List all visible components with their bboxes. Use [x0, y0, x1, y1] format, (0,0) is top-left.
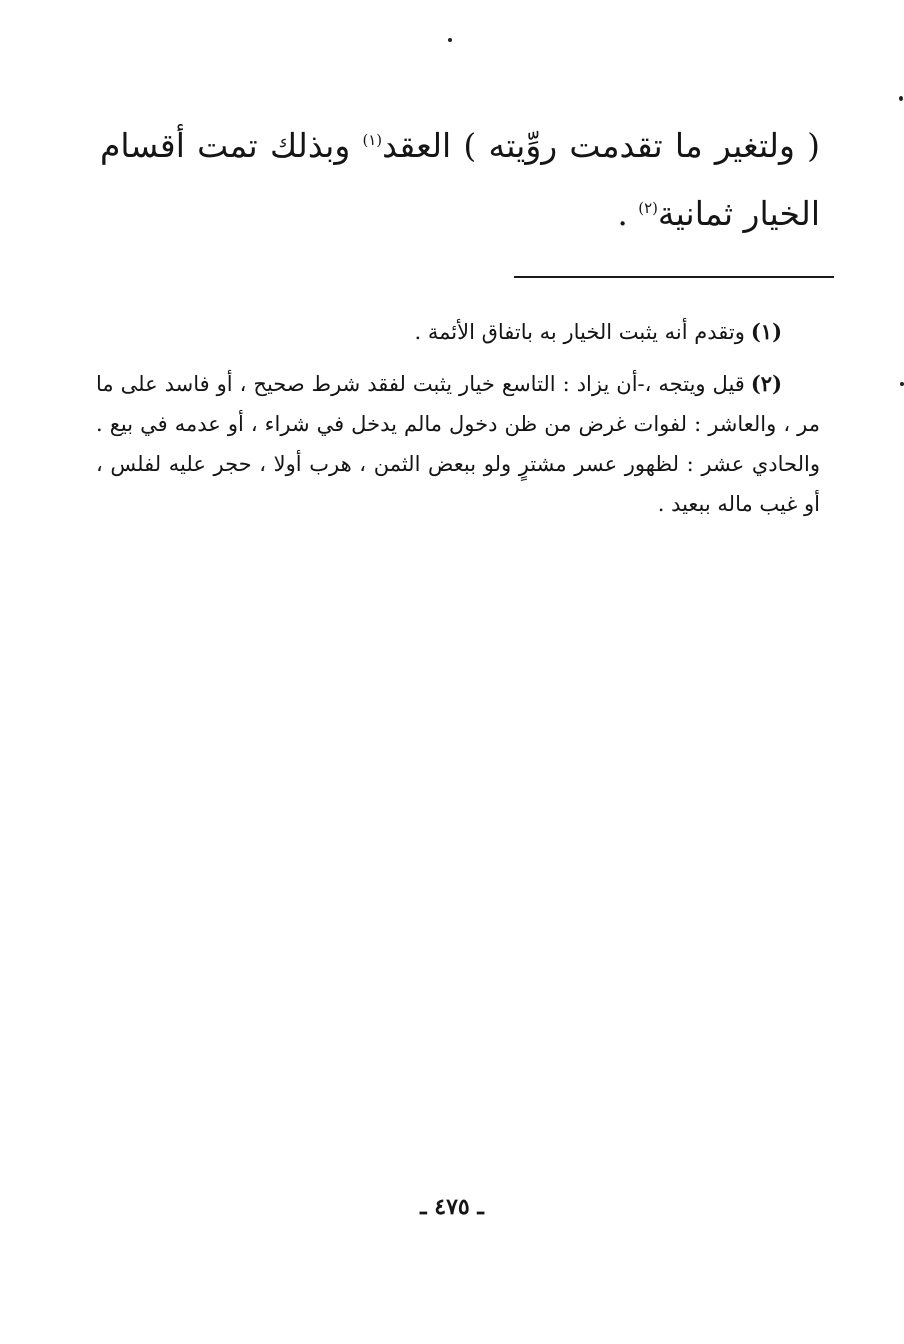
footnote-ref-1: (١) — [362, 131, 383, 149]
footnote-text: قيل ويتجه ،-أن يزاد : التاسع خيار يثبت لفقد شرط صحيح ، أو فاسد على ما مر ، والعاشر : لفوات غرض من ظن دخول مالم يدخل في شراء ، أو عدمه في بيع . والحادي عشر : لظهور عسر مشترٍ ولو ببعض الثمن ، هرب أولا ، حجر عليه لفلس ، أو غيب ماله ببعيد . — [96, 372, 820, 516]
footnote-1 — [96, 312, 820, 352]
footnote-ref-2: (٢) — [638, 199, 658, 217]
footnote-marker: (٢) — [750, 371, 782, 396]
main-paragraph — [100, 112, 820, 248]
main-text-part1: ( ولتغير ما تقدمت روِّيته ) العقد — [382, 126, 820, 165]
scan-speck — [448, 38, 452, 42]
page-number: ـ ٤٧٥ ـ — [420, 1194, 484, 1220]
footnote-2 — [96, 364, 820, 524]
footnotes — [96, 312, 820, 524]
scan-speck — [899, 96, 903, 101]
main-text-end: . — [617, 194, 639, 233]
footnote-separator — [514, 276, 834, 278]
scan-speck — [900, 382, 904, 386]
footnote-text: وتقدم أنه يثبت الخيار به باتفاق الأئمة . — [414, 320, 745, 344]
main-text-part2: وبذلك تمت أقسام الخيار ثمانية — [100, 126, 820, 233]
footnote-marker: (١) — [750, 319, 782, 344]
